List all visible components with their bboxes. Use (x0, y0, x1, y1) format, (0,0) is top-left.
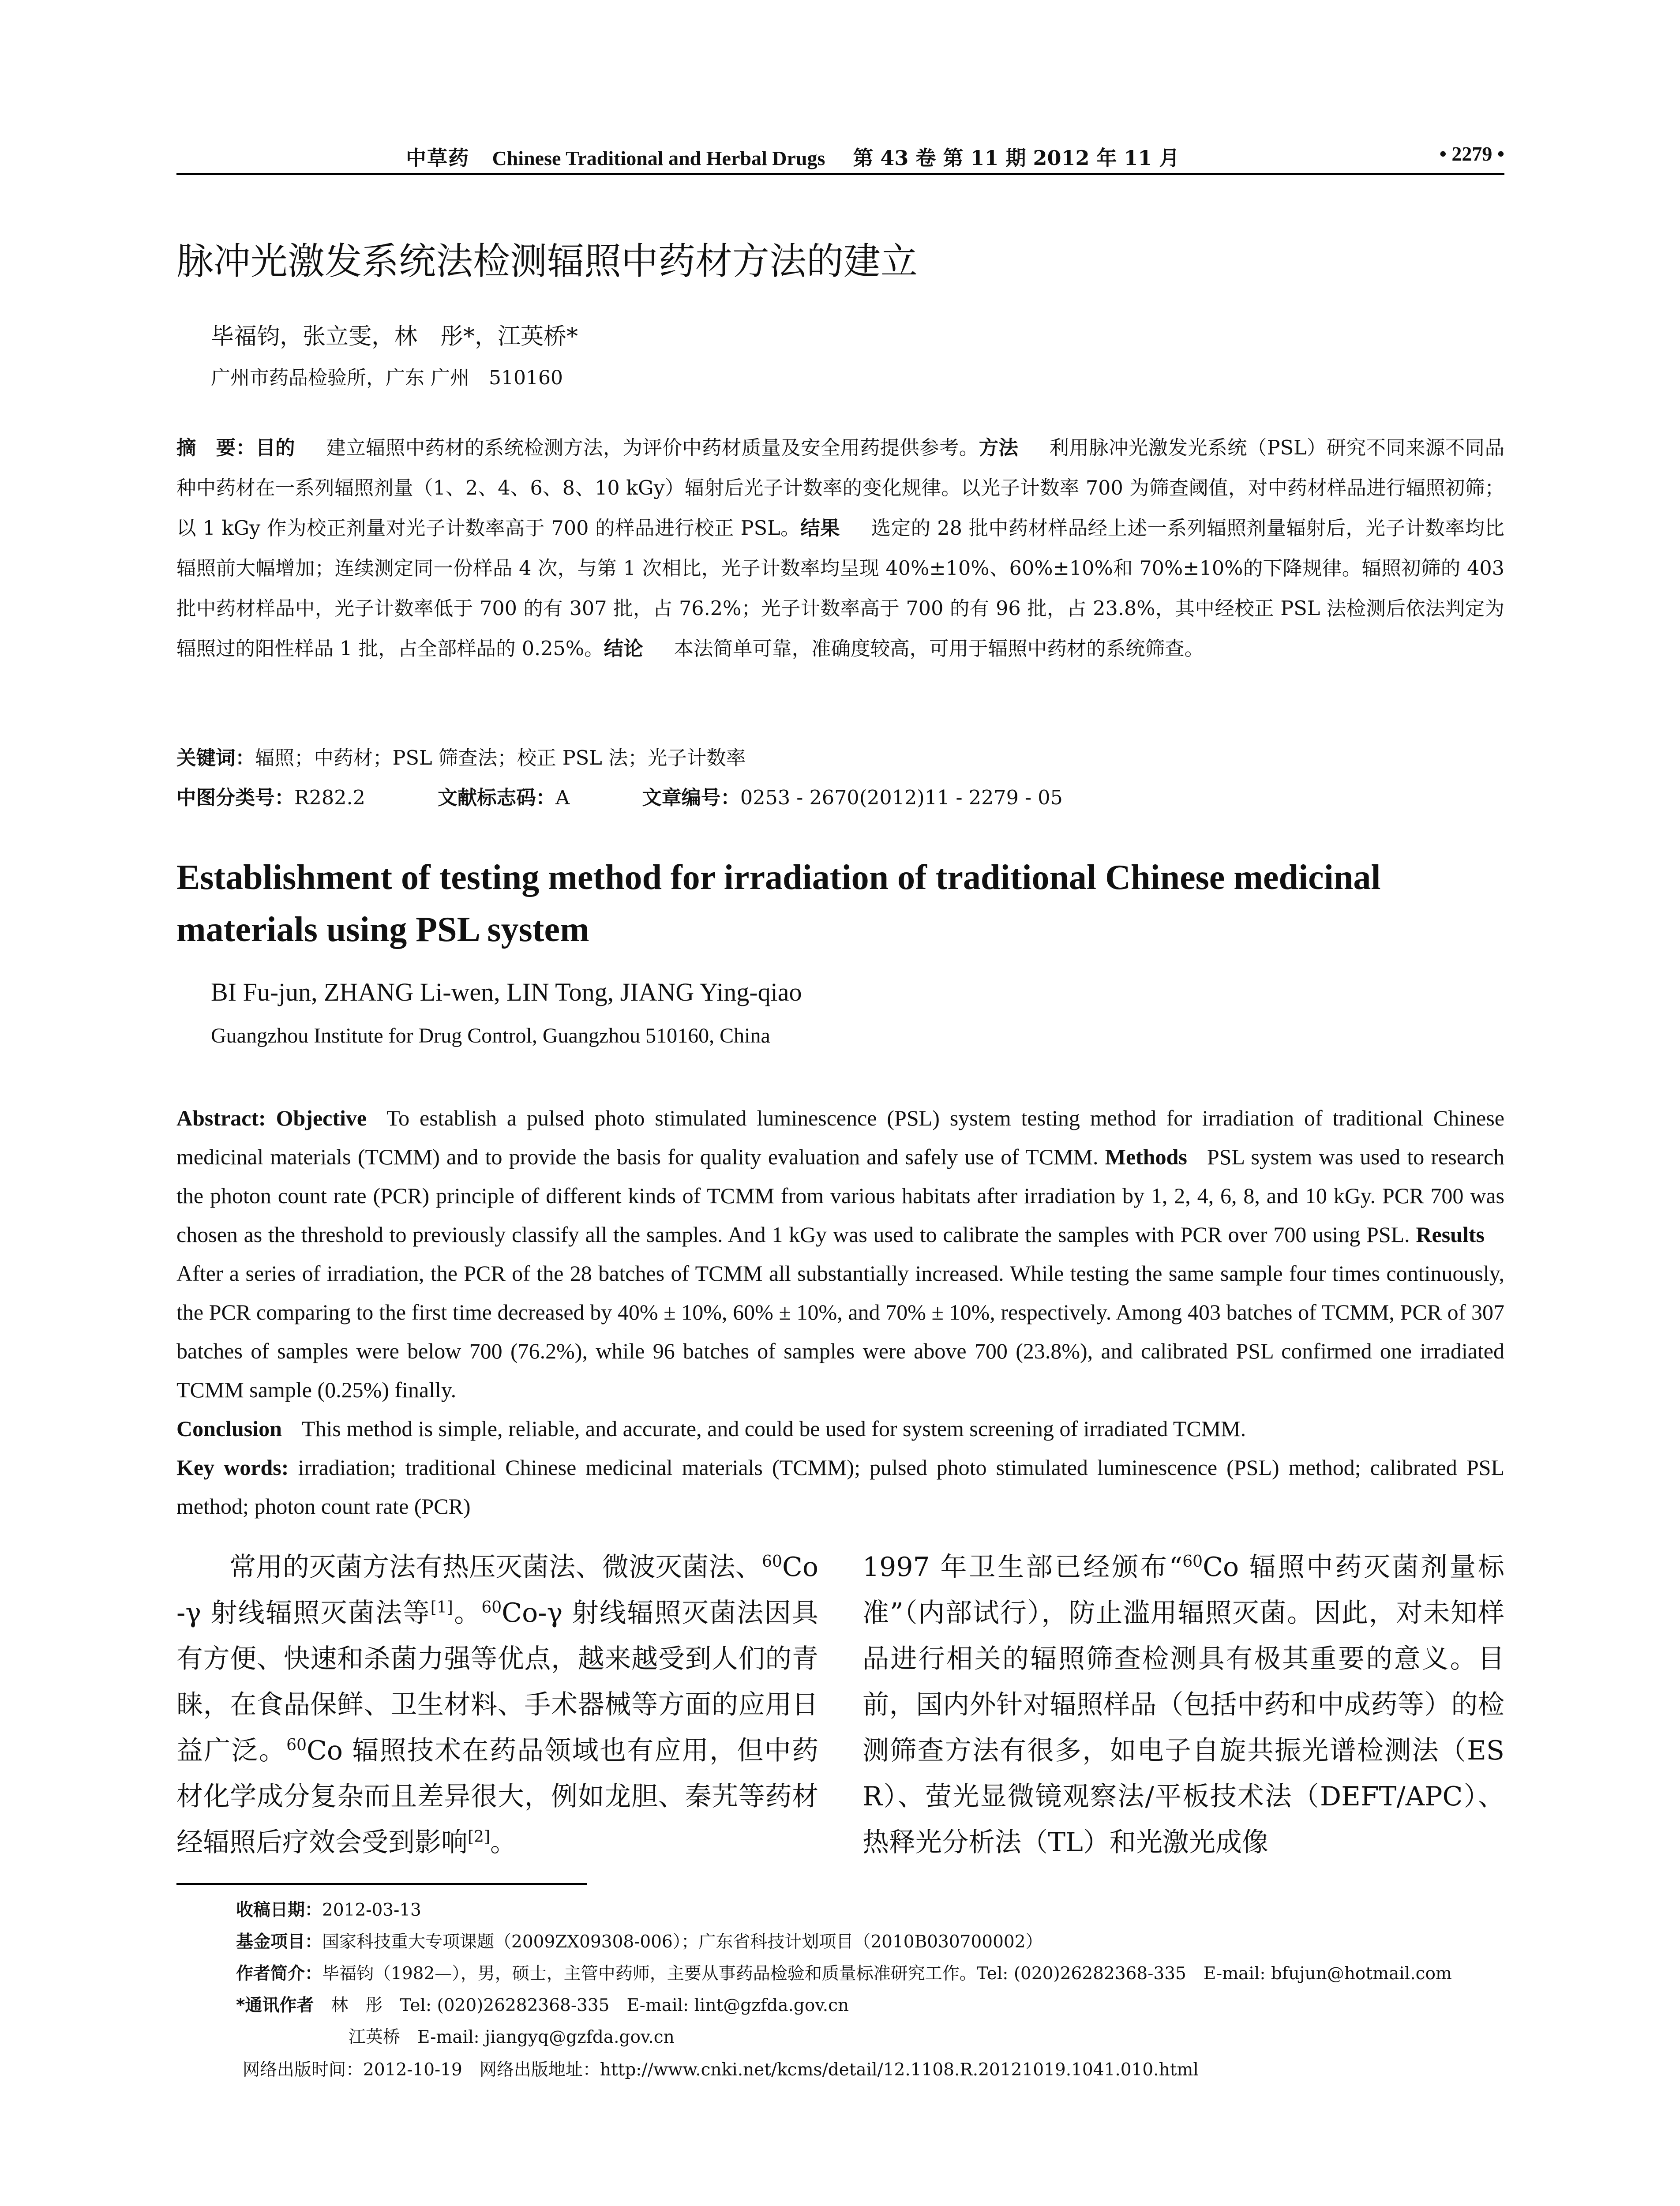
body-right-column: 1997 年卫生部已经颁布“$^{60}$Co 辐照中药灭菌剂量标准”（内部试行），防止滥用辐照灭菌。因此，对未知样品进行相关的辐照筛查检测具有极其重要的意义。目前，国内外针对辐照样品（包括中药和中成药等）的检测筛查方法有很多，如电子自旋共振光谱检测法（ESR）、萤光显微镜观察法/平板技术法（DEFT/APC）、热释光分析法（TL）和光激光成像 (862, 1552, 1504, 1858)
journal-issue: 第 43 卷 第 11 期 2012 年 11 月 (853, 146, 1180, 170)
footnote-corresponding: *通讯作者 林 彤 Tel: (020)26282368-335 E-mail: lint@gzfda.gov.cn (236, 1996, 849, 2015)
cn-classification (176, 782, 1129, 810)
cn-methods-text: 利用脉冲光激发光系统（PSL）研究不同来源不同品种中药材在一系列辐照剂量（1、2、4、6、8、10 kGy）辐射后光子计数率的变化规律。以光子计数率 700 为筛查阈值，对中药材样品进行辐照初筛；以 1 kGy 作为校正剂量对光子计数率高于 700 的样品进行校正 PSL。 (176, 437, 1504, 540)
en-objective-label: Abstract: Objective (176, 1106, 367, 1130)
en-abstract (176, 1099, 1504, 1526)
en-title: Establishment of testing method for irradiation of traditional Chinese medicinal materials using PSL system (176, 858, 1381, 949)
cn-results-label: 结果 (800, 517, 840, 540)
class-number: 中图分类号：R282.2 (176, 787, 365, 809)
footnote-fund: 基金项目：国家科技重大专项课题（2009ZX09308-006）；广东省科技计划项目（2010B030700002） (236, 1932, 1043, 1952)
doc-code: 文献标志码：A (438, 787, 570, 809)
citation-ref-2[interactable]: [2] (468, 1828, 490, 1846)
cn-authors: 毕福钧，张立雯，林 彤*，江英桥* (211, 323, 578, 350)
cn-conclusion-label: 结论 (604, 638, 643, 660)
en-conclusion-text: This method is simple, reliable, and accurate, and could be used for system screening of irradiated TCMM. (301, 1416, 1246, 1441)
cn-objective-label: 目的 (255, 437, 295, 459)
cn-affiliation: 广州市药品检验所，广东 广州 510160 (211, 367, 563, 389)
footnote-rule (176, 1883, 587, 1885)
header-rule (176, 173, 1504, 175)
cn-conclusion-text: 本法简单可靠，准确度较高，可用于辐照中药材的系统筛查。 (674, 638, 1204, 660)
header-left (406, 142, 1180, 171)
en-objective-text: To establish a pulsed photo stimulated luminescence (PSL) system testing method for irradiation of traditional Chinese medicinal materials (TCMM) and to provide the basis for quality evaluation and safely use of TCMM. (176, 1106, 1504, 1169)
cn-objective-text: 建立辐照中药材的系统检测方法，为评价中药材质量及安全用药提供参考。 (326, 437, 979, 459)
en-conclusion-label: Conclusion (176, 1416, 282, 1441)
cn-results-text: 选定的 28 批中药材样品经上述一系列辐照剂量辐射后，光子计数率均比辐照前大幅增加；连续测定同一份样品 4 次，与第 1 次相比，光子计数率均呈现 40%±10%、60%±10%和 70%±10%的下降规律。辐照初筛的 403 批中药材样品中，光子计数率低于 700 的有 307 批，占 76.2%；光子计数率高于 700 的有 96 批，占 23.8%，其中经校正 PSL 法检测后依法判定为辐照过的阳性样品 1 批，占全部样品的 0.25%。 (176, 517, 1504, 660)
citation-ref-1[interactable]: [1] (430, 1598, 453, 1617)
cn-keywords-text: 辐照；中药材；PSL 筛查法；校正 PSL 法；光子计数率 (255, 747, 746, 769)
en-keywords-label: Key words: (176, 1455, 289, 1480)
cn-methods-label: 方法 (979, 437, 1019, 459)
en-keywords-text: irradiation; traditional Chinese medicinal materials (TCMM); pulsed photo stimulated luminescence (PSL) method; calibrated PSL method; photon count rate (PCR) (176, 1455, 1504, 1519)
en-methods-label: Methods (1105, 1144, 1187, 1169)
journal-logo: 中草药 (406, 146, 469, 170)
cn-title: 脉冲光激发系统法检测辐照中药材方法的建立 (176, 240, 918, 283)
footnote-received: 收稿日期：2012-03-13 (236, 1900, 421, 1920)
footnote-corresponding-2: 江英桥 E-mail: jiangyq@gzfda.gov.cn (349, 2027, 675, 2047)
en-authors: BI Fu-jun, ZHANG Li-wen, LIN Tong, JIANG Ying-qiao (211, 978, 802, 1006)
footnote-author: 作者简介：毕福钧（1982—），男，硕士，主管中药师，主要从事药品检验和质量标准研究工作。Tel: (020)26282368-335 E-mail: bfujun@hotmail.com (236, 1964, 1452, 1984)
cn-keywords (176, 742, 746, 770)
cn-keywords-label: 关键词： (176, 747, 255, 769)
en-methods-text: PSL system was used to research the photon count rate (PCR) principle of different kinds of TCMM from various habitats after irradiation by 1, 2, 4, 6, 8, and 10 kGy. PCR 700 was chosen as the threshold to previously classify all the samples. And 1 kGy was used to calibrate the samples with PCR over 700 using PSL. (176, 1144, 1505, 1247)
cn-abstract (176, 428, 1504, 669)
article-number: 文章编号：0253 - 2670(2012)11 - 2279 - 05 (642, 787, 1063, 809)
journal-name-en: Chinese Traditional and Herbal Drugs (492, 147, 825, 169)
running-header (176, 142, 1504, 169)
cn-abstract-label: 摘 要： (176, 437, 256, 459)
en-results-label: Results (1416, 1222, 1485, 1247)
body-left-column: 常用的灭菌方法有热压灭菌法、微波灭菌法、$^{60}$Co-γ 射线辐照灭菌法等[1]。$^{60}$Co-γ 射线辐照灭菌法因具有方便、快速和杀菌力强等优点，越来越受到人们的青睐，在食品保鲜、卫生材料、手术器械等方面的应用日益广泛。$^{60}$Co 辐照技术在药品领域也有应用，但中药材化学成分复杂而且差异很大，例如龙胆、秦艽等药材经辐照后疗效会受到影响[2]。 (176, 1552, 819, 1858)
footnote-online[interactable]: 网络出版时间：2012-10-19 网络出版地址：http://www.cnki.net/kcms/detail/12.1108.R.20121019.1041.010.html (243, 2060, 1199, 2080)
page-number: • 2279 • (1439, 143, 1504, 165)
en-results-text: After a series of irradiation, the PCR of the 28 batches of TCMM all substantially increased. While testing the same sample four times continuously, the PCR comparing to the first time decreased by 40% ± 10%, 60% ± 10%, and 70% ± 10%, respectively. Among 403 batches of TCMM, PCR of 307 batches of samples were below 700 (76.2%), while 96 batches of samples were above 700 (23.8%), and calibrated PSL confirmed one irradiated TCMM sample (0.25%) finally. (176, 1261, 1504, 1402)
en-affiliation: Guangzhou Institute for Drug Control, Guangzhou 510160, China (211, 1024, 770, 1047)
